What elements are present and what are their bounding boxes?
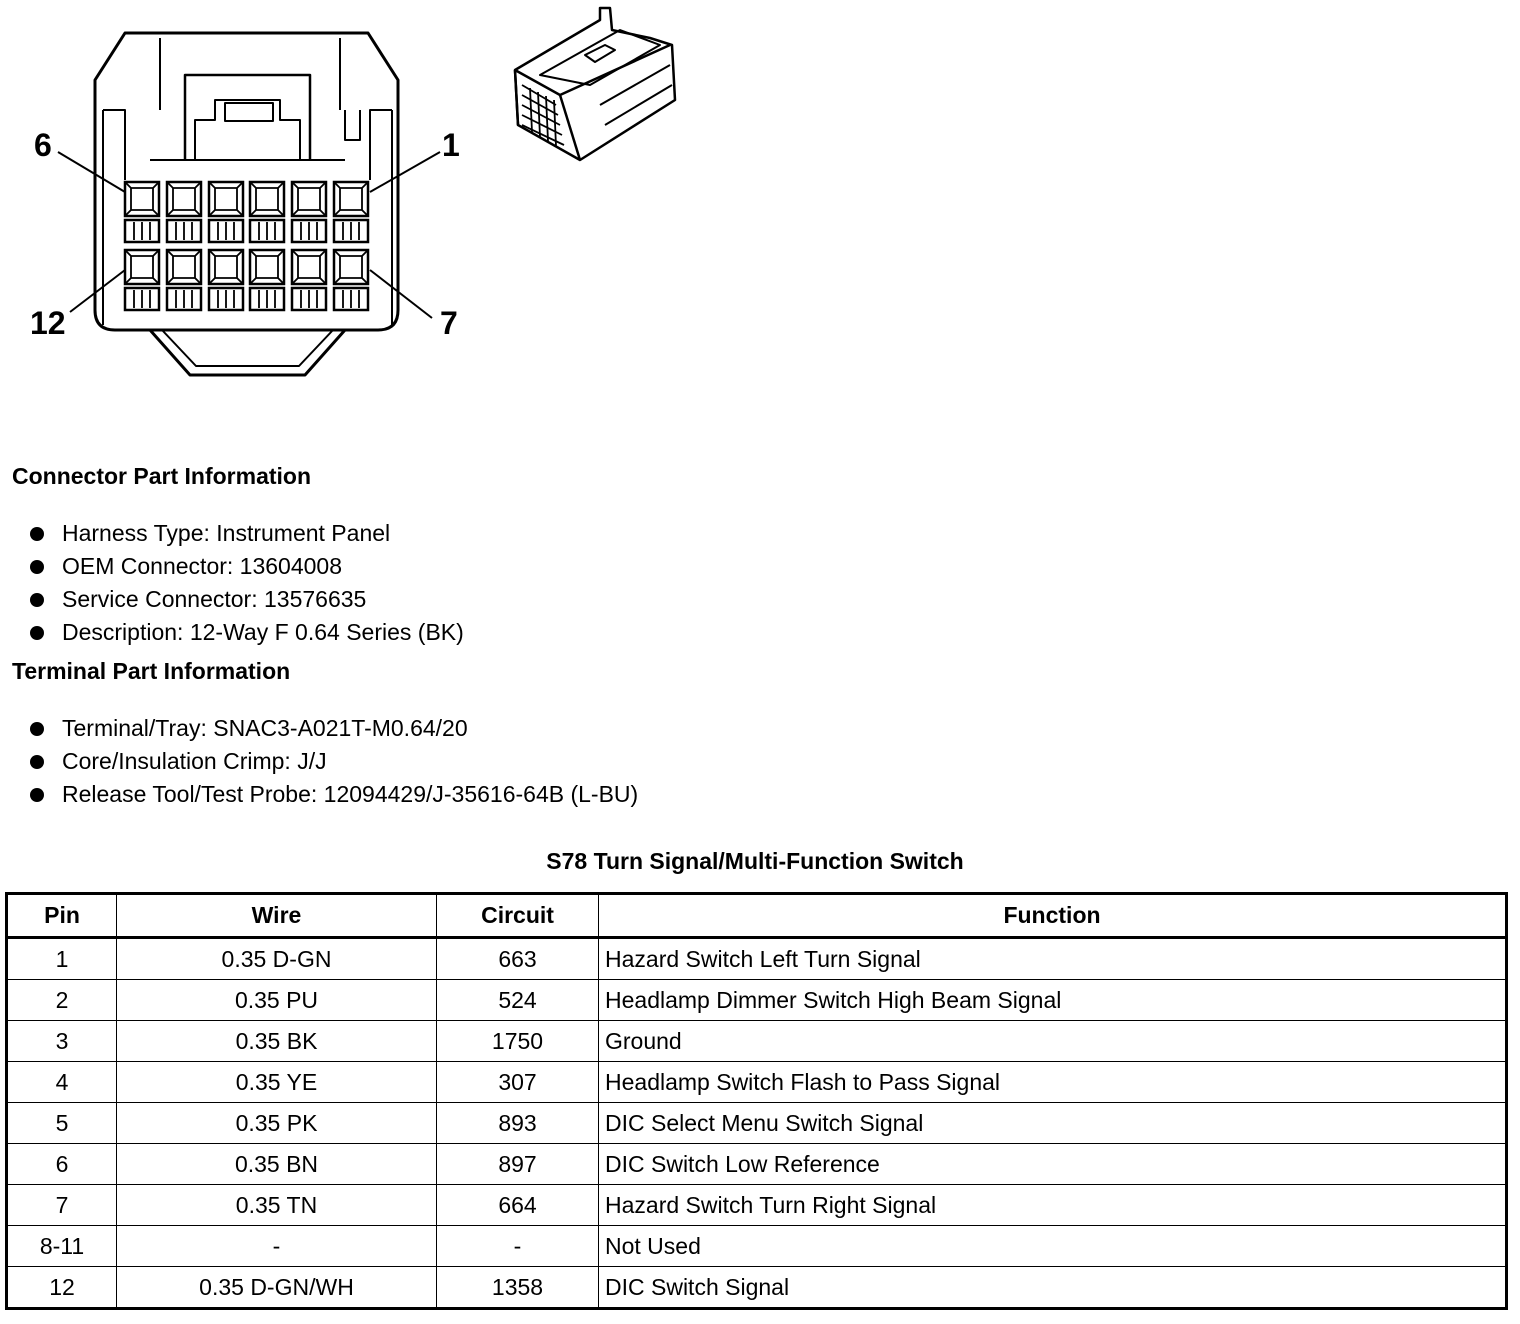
bullet-icon	[30, 527, 44, 541]
cell-wire: 0.35 D-GN/WH	[117, 1267, 437, 1309]
cell-pin: 7	[7, 1185, 117, 1226]
cell-function: DIC Select Menu Switch Signal	[599, 1103, 1507, 1144]
cell-wire: -	[117, 1226, 437, 1267]
list-item: Service Connector: 13576635	[30, 583, 464, 616]
cell-pin: 8-11	[7, 1226, 117, 1267]
table-row	[7, 1226, 1507, 1267]
pin-label-7: 7	[440, 305, 458, 341]
table-row	[7, 1185, 1507, 1226]
cell-wire: 0.35 PU	[117, 980, 437, 1021]
cell-wire: 0.35 PK	[117, 1103, 437, 1144]
table-title: S78 Turn Signal/Multi-Function Switch	[546, 848, 964, 874]
bullet-icon	[30, 560, 44, 574]
connector-latch	[150, 330, 345, 375]
table-header-row	[7, 894, 1507, 938]
pin-label-6: 6	[34, 127, 52, 163]
list-item: Terminal/Tray: SNAC3-A021T-M0.64/20	[30, 712, 638, 745]
cell-function: Not Used	[599, 1226, 1507, 1267]
cell-circuit: 307	[437, 1062, 599, 1103]
list-item: Description: 12-Way F 0.64 Series (BK)	[30, 616, 464, 649]
cavity	[209, 182, 243, 242]
cell-function: Headlamp Switch Flash to Pass Signal	[599, 1062, 1507, 1103]
cell-circuit: 897	[437, 1144, 599, 1185]
cell-wire: 0.35 D-GN	[117, 938, 437, 980]
cell-function: Hazard Switch Left Turn Signal	[599, 938, 1507, 980]
cell-pin: 3	[7, 1021, 117, 1062]
bullet-icon	[30, 593, 44, 607]
header-circuit: Circuit	[437, 894, 599, 938]
cell-wire: 0.35 YE	[117, 1062, 437, 1103]
cavity	[334, 182, 368, 242]
cell-pin: 12	[7, 1267, 117, 1309]
cavity	[167, 182, 201, 242]
connector-diagram	[0, 0, 720, 400]
pin-table	[5, 892, 1508, 1310]
header-pin: Pin	[7, 894, 117, 938]
cell-pin: 6	[7, 1144, 117, 1185]
cell-circuit: 664	[437, 1185, 599, 1226]
bullet-icon	[30, 788, 44, 802]
table-row	[7, 1021, 1507, 1062]
cavity	[125, 182, 159, 242]
cell-pin: 4	[7, 1062, 117, 1103]
table-row	[7, 1062, 1507, 1103]
cell-circuit: 1358	[437, 1267, 599, 1309]
cavity	[167, 250, 201, 310]
cell-function: Hazard Switch Turn Right Signal	[599, 1185, 1507, 1226]
bullet-icon	[30, 626, 44, 640]
cell-pin: 1	[7, 938, 117, 980]
bullet-icon	[30, 722, 44, 736]
cell-circuit: 893	[437, 1103, 599, 1144]
cell-wire: 0.35 BK	[117, 1021, 437, 1062]
connector-3d-view	[515, 8, 675, 160]
cell-wire: 0.35 BN	[117, 1144, 437, 1185]
table-row	[7, 1144, 1507, 1185]
terminal-info-title: Terminal Part Information	[12, 658, 291, 684]
cavity	[292, 250, 326, 310]
cavity	[209, 250, 243, 310]
table-row	[7, 1103, 1507, 1144]
bullet-icon	[30, 755, 44, 769]
cell-circuit: 524	[437, 980, 599, 1021]
cavity	[334, 250, 368, 310]
list-item: Release Tool/Test Probe: 12094429/J-35616-64B (L-BU)	[30, 778, 638, 811]
list-item: OEM Connector: 13604008	[30, 550, 464, 583]
cell-circuit: 663	[437, 938, 599, 980]
table-row	[7, 980, 1507, 1021]
pin-label-12: 12	[30, 305, 66, 341]
cell-pin: 5	[7, 1103, 117, 1144]
cavity	[292, 182, 326, 242]
cavity	[125, 250, 159, 310]
cell-circuit: 1750	[437, 1021, 599, 1062]
pin-label-1: 1	[442, 127, 460, 163]
header-function: Function	[599, 894, 1507, 938]
list-item: Harness Type: Instrument Panel	[30, 517, 464, 550]
cavity	[250, 182, 284, 242]
cell-circuit: -	[437, 1226, 599, 1267]
connector-info-title: Connector Part Information	[12, 463, 312, 489]
list-item: Core/Insulation Crimp: J/J	[30, 745, 638, 778]
cavity	[250, 250, 284, 310]
table-row	[7, 938, 1507, 980]
table-row	[7, 1267, 1507, 1309]
cell-function: DIC Switch Low Reference	[599, 1144, 1507, 1185]
terminal-info-list	[30, 712, 638, 811]
connector-info-list	[30, 517, 464, 649]
cell-wire: 0.35 TN	[117, 1185, 437, 1226]
header-wire: Wire	[117, 894, 437, 938]
cell-function: Headlamp Dimmer Switch High Beam Signal	[599, 980, 1507, 1021]
cell-pin: 2	[7, 980, 117, 1021]
cell-function: Ground	[599, 1021, 1507, 1062]
cell-function: DIC Switch Signal	[599, 1267, 1507, 1309]
